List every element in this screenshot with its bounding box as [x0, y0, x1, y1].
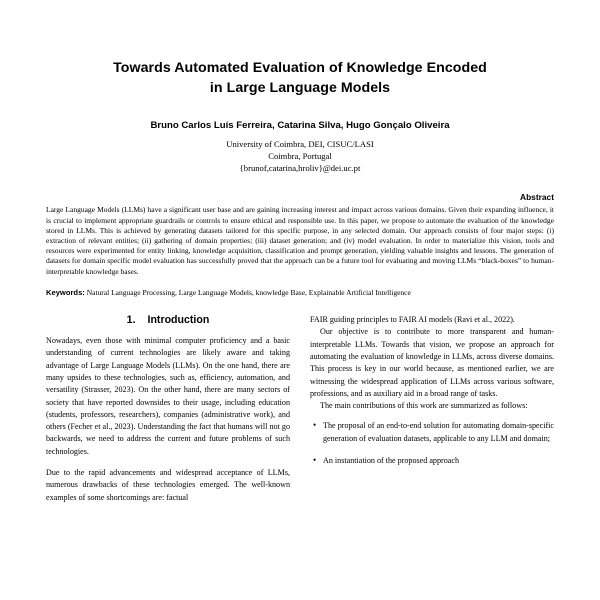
- affiliation-block: [72, 138, 528, 175]
- list-item: • The proposal of an end-to-end solution for automating domain-specific generation of evaluation datasets, applicable to any LLM and domain;: [323, 420, 554, 445]
- section-heading-introduction: [46, 314, 290, 326]
- abstract-heading: Abstract: [520, 192, 554, 203]
- author-list: Bruno Carlos Luís Ferreira, Catarina Silva, Hugo Gonçalo Oliveira: [150, 120, 450, 132]
- paper-title-line-2: in Large Language Models: [209, 80, 391, 97]
- keywords-label: Keywords:: [46, 287, 85, 297]
- paragraph: FAIR guiding principles to FAIR AI models (Ravi et al., 2022).: [310, 315, 515, 325]
- keywords-text: Natural Language Processing, Large Language Models, knowledge Base, Explainable Artificial Intelligence: [84, 287, 411, 297]
- title-block: [0, 0, 600, 174]
- affiliation-line-1: University of Coimbra, DEI, CISUC/LASI: [226, 138, 374, 149]
- section-title: Introduction: [147, 314, 210, 327]
- author-emails: {brunof,catarina,hroliv}@dei.uc.pt: [239, 163, 361, 174]
- paragraph: Our objective is to contribute to more transparent and human-interpretable LLMs. Towards that vision, we propose an approach for automating the evaluation of knowledge in LLMs, across diverse domains. This process is key in our world because, as mentioned earlier, we are witnessing the widespread application of LLMs across various software, professions, and as auxiliary aid in a broad range of tasks.: [310, 327, 554, 398]
- column-left: [46, 314, 290, 504]
- section-number: 1.: [126, 314, 136, 327]
- contributions-list: [310, 420, 554, 467]
- abstract-section: [0, 192, 600, 276]
- column-right: [310, 314, 554, 504]
- abstract-text: Large Language Models (LLMs) have a significant user base and are gaining increasing interest and impact across various domains. Given their expanding influence, it is crucial to implement appropriate guardrails or controls to ensure ethical and responsible use. In this paper, we propose to automate the evaluation of the knowledge stored in LLMs. This is achieved by generating datasets tailored for this specific purpose, in any selected domain. Our approach consists of four major steps: (i) extraction of relevant entities; (ii) gathering of domain properties; (iii) dataset generation; and (iv) model evaluation. In order to materialize this vision, tools and resources were experimented for entity linking, knowledge acquisition, classification and prompt generation, yielding valuable insights and lessons. The generation of datasets for domain specific model evaluation has successfully proved that the approach can be a future tool for evaluating and moving LLMs “black-boxes” to human-interpretable knowledge bases.: [46, 205, 554, 276]
- paper-title-line-1: Towards Automated Evaluation of Knowledge Encoded: [113, 60, 487, 76]
- page-title: [72, 58, 528, 98]
- keywords-line: [0, 288, 600, 298]
- list-item: • An instantiation of the proposed approach: [323, 455, 554, 467]
- paragraph: Due to the rapid advancements and widespread acceptance of LLMs, numerous drawbacks of these technologies emerged. The well-known examples of some shortcomings are: factual: [46, 467, 290, 502]
- body-columns: [0, 314, 600, 504]
- paragraph: The main contributions of this work are summarized as follows:: [320, 401, 528, 411]
- paragraph: Nowadays, even those with minimal computer proficiency and a basic understanding of current technologies are likely aware and taking advantage of Large Language Models (LLMs). On the one hand, there are many upsides to these technologies, such as, efficiency, automation, and versatility (Strasser, 2023). On the other hand, there are many sectors of society that have reported downsides to their usage, including education (students, professors, researchers), companies (administrative work), and others (Fecher et al., 2023). Understanding the fact that humans will not go backwards, we need to address the current and future problems of such technologies.: [46, 336, 290, 456]
- affiliation-line-2: Coimbra, Portugal: [268, 150, 332, 161]
